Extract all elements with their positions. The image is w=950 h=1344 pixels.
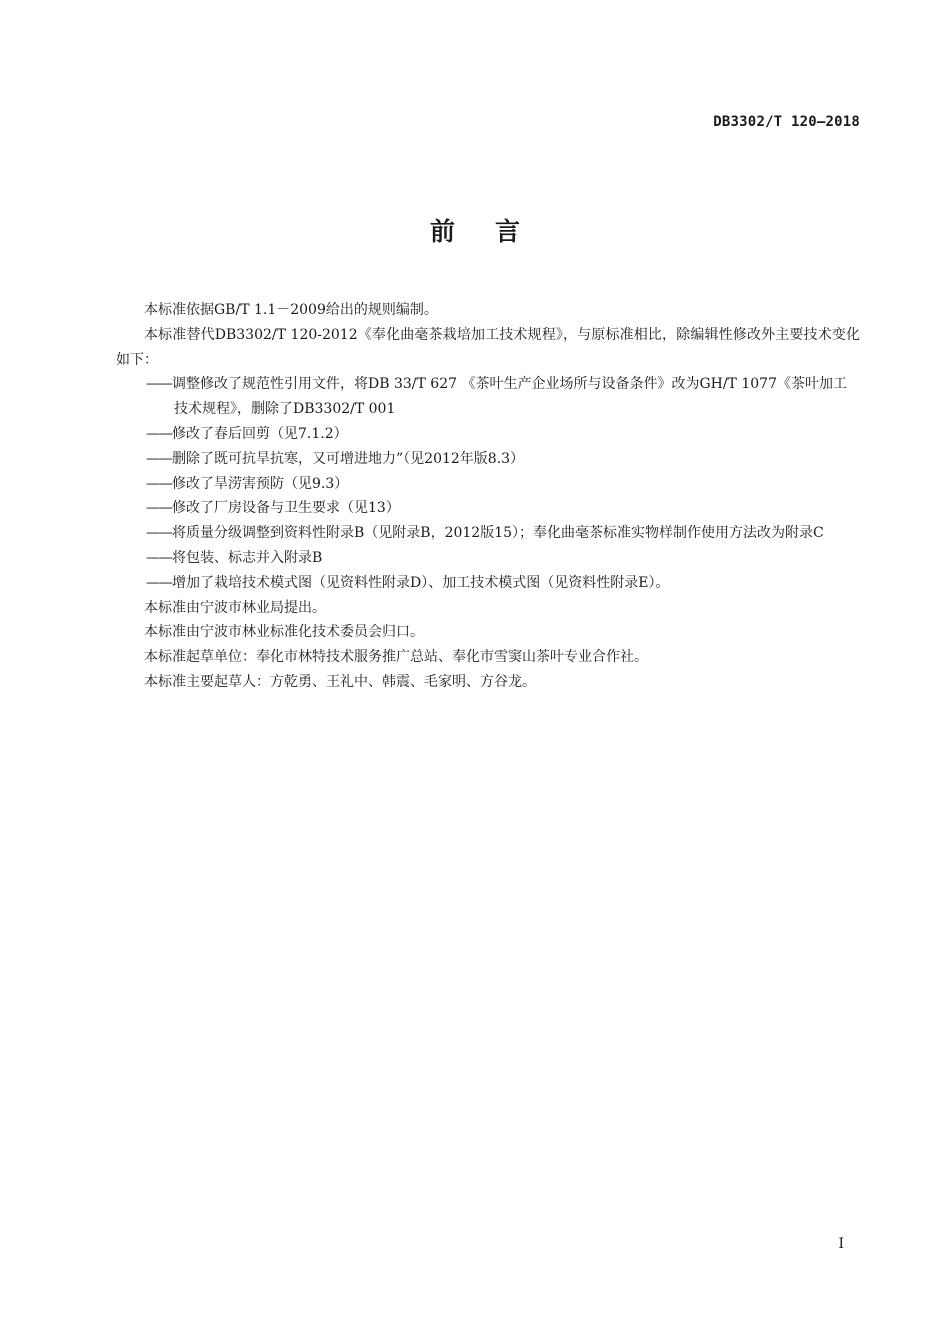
paragraph-replacement: 本标准替代DB3302/T 120-2012《奉化曲毫茶栽培加工技术规程》，与原标准相比，除编辑性修改外主要技术变化如下： [116, 326, 860, 368]
list-dash: —— [146, 574, 172, 591]
list-item [116, 521, 860, 546]
list-item-text: 修改了旱涝害预防（见9.3） [172, 475, 349, 492]
paragraph-drafters: 本标准主要起草人：方乾勇、王礼中、韩震、毛家明、方谷龙。 [144, 673, 536, 690]
list-dash: —— [146, 376, 172, 393]
list-item [116, 571, 860, 596]
list-item [116, 496, 860, 521]
paragraph-centralized-by: 本标准由宁波市林业标准化技术委员会归口。 [144, 624, 424, 641]
list-item [116, 447, 860, 472]
list-item-text: 增加了栽培技术模式图（见资料性附录D）、加工技术模式图（见资料性附录E）。 [172, 574, 670, 591]
paragraph-basis: 本标准依据GB/T 1.1－2009给出的规则编制。 [144, 302, 438, 318]
list-item-text: 删除了既可抗旱抗寒，又可增进地力”（见2012年版8.3） [172, 450, 525, 467]
page-title: 前言 [429, 217, 560, 246]
list-item-text: 调整修改了规范性引用文件，将DB 33/T 627 《茶叶生产企业场所与设备条件》改为GH/T 1077《茶叶加工技术规程》，删除了DB3302/T 001 [172, 376, 847, 418]
paragraph-proposer: 本标准由宁波市林业局提出。 [144, 599, 326, 616]
paragraph-drafting-units: 本标准起草单位：奉化市林特技术服务推广总站、奉化市雪窦山茶叶专业合作社。 [144, 649, 648, 666]
list-item [116, 422, 860, 447]
changes-list [116, 372, 860, 595]
list-dash: —— [146, 425, 172, 442]
list-item-text: 修改了春后回剪（见7.1.2） [172, 425, 348, 442]
list-dash: —— [146, 450, 172, 467]
foreword-body [116, 298, 860, 695]
page-number: I [838, 1236, 844, 1252]
standard-number: DB3302/T 120—2018 [713, 114, 860, 130]
list-item-text: 将包装、标志并入附录B [172, 549, 323, 566]
list-dash: —— [146, 475, 172, 492]
list-item-text: 将质量分级调整到资料性附录B（见附录B，2012版15）；奉化曲毫茶标准实物样制作使用方法改为附录C [172, 525, 824, 542]
list-dash: —— [146, 500, 172, 517]
list-dash: —— [146, 549, 172, 566]
list-item [116, 372, 860, 422]
list-item-text: 修改了厂房设备与卫生要求（见13） [172, 500, 400, 517]
list-item [116, 546, 860, 571]
list-dash: —— [146, 525, 172, 542]
list-item [116, 472, 860, 497]
